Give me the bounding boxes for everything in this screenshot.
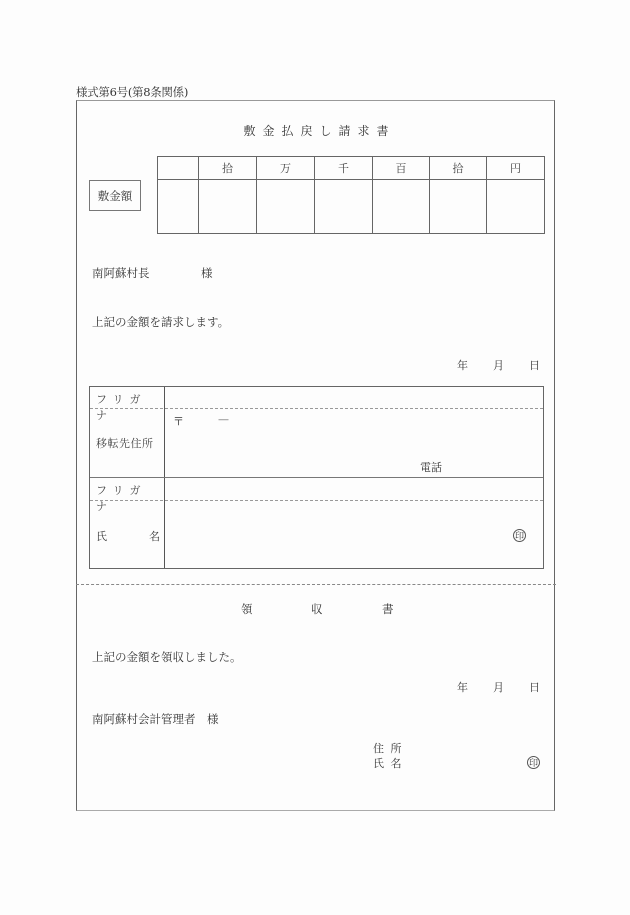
- request-title: 敷金払戻し請求書: [243, 124, 396, 138]
- receipt-statement: 上記の金額を領収しました。: [92, 650, 242, 664]
- amount-cell[interactable]: [315, 180, 373, 234]
- receipt-date: [0, 679, 630, 693]
- receipt-title-char: 領: [241, 602, 253, 616]
- amount-cell[interactable]: [199, 180, 257, 234]
- year-label: 年: [457, 681, 468, 694]
- furigana-label: フリガナ: [96, 484, 147, 513]
- postal-mark: 〒: [173, 415, 184, 428]
- amount-cell[interactable]: [430, 180, 487, 234]
- month-label: 月: [493, 681, 504, 694]
- year-label: 年: [457, 359, 468, 372]
- furigana-label: フリガナ: [96, 393, 147, 422]
- address-label: 移転先住所: [96, 437, 154, 450]
- name-label-second: 名: [149, 530, 160, 543]
- cut-line-separator: [76, 584, 556, 585]
- day-label: 日: [529, 681, 540, 694]
- receipt-title-char: 収: [311, 602, 323, 616]
- request-addressee: 南阿蘇村長: [92, 266, 150, 280]
- receipt-name-label: 氏 名: [373, 757, 402, 770]
- name-furigana-field[interactable]: [170, 482, 535, 497]
- request-statement: 上記の金額を請求します。: [92, 315, 230, 329]
- amount-col-header: 百: [373, 157, 430, 180]
- month-label: 月: [493, 359, 504, 372]
- address-field[interactable]: [170, 431, 535, 447]
- applicant-table: [89, 386, 544, 569]
- amount-cell[interactable]: [257, 180, 315, 234]
- address-furigana-field[interactable]: [170, 391, 535, 406]
- amount-col-header: 万: [257, 157, 315, 180]
- amount-col-header: 円: [487, 157, 545, 180]
- seal-icon: 印: [513, 529, 526, 542]
- amount-cell[interactable]: [373, 180, 430, 234]
- amount-table: [157, 156, 545, 234]
- phone-label: 電話: [420, 461, 442, 474]
- amount-col-header: [158, 157, 199, 180]
- name-field[interactable]: [170, 527, 500, 543]
- amount-header-row: [158, 157, 545, 180]
- amount-col-header: 千: [315, 157, 373, 180]
- amount-cell[interactable]: [487, 180, 545, 234]
- amount-col-header: 拾: [199, 157, 257, 180]
- day-label: 日: [529, 359, 540, 372]
- request-honorific: 様: [201, 266, 213, 280]
- amount-col-header: 拾: [430, 157, 487, 180]
- form-caption: 様式第6号(第8条関係): [76, 85, 189, 99]
- receipt-address-label: 住 所: [373, 742, 402, 755]
- amount-value-row: [158, 180, 545, 234]
- name-label-first: 氏: [96, 530, 107, 543]
- request-date: [0, 357, 630, 371]
- phone-field[interactable]: [450, 459, 535, 474]
- receipt-seal-icon: 印: [527, 756, 540, 769]
- amount-cell[interactable]: [158, 180, 199, 234]
- receipt-title-char: 書: [382, 602, 394, 616]
- amount-label: 敷金額: [89, 180, 141, 211]
- postal-dash: —: [218, 413, 229, 426]
- receipt-addressee: 南阿蘇村会計管理者 様: [92, 712, 219, 726]
- row-divider: [90, 477, 543, 478]
